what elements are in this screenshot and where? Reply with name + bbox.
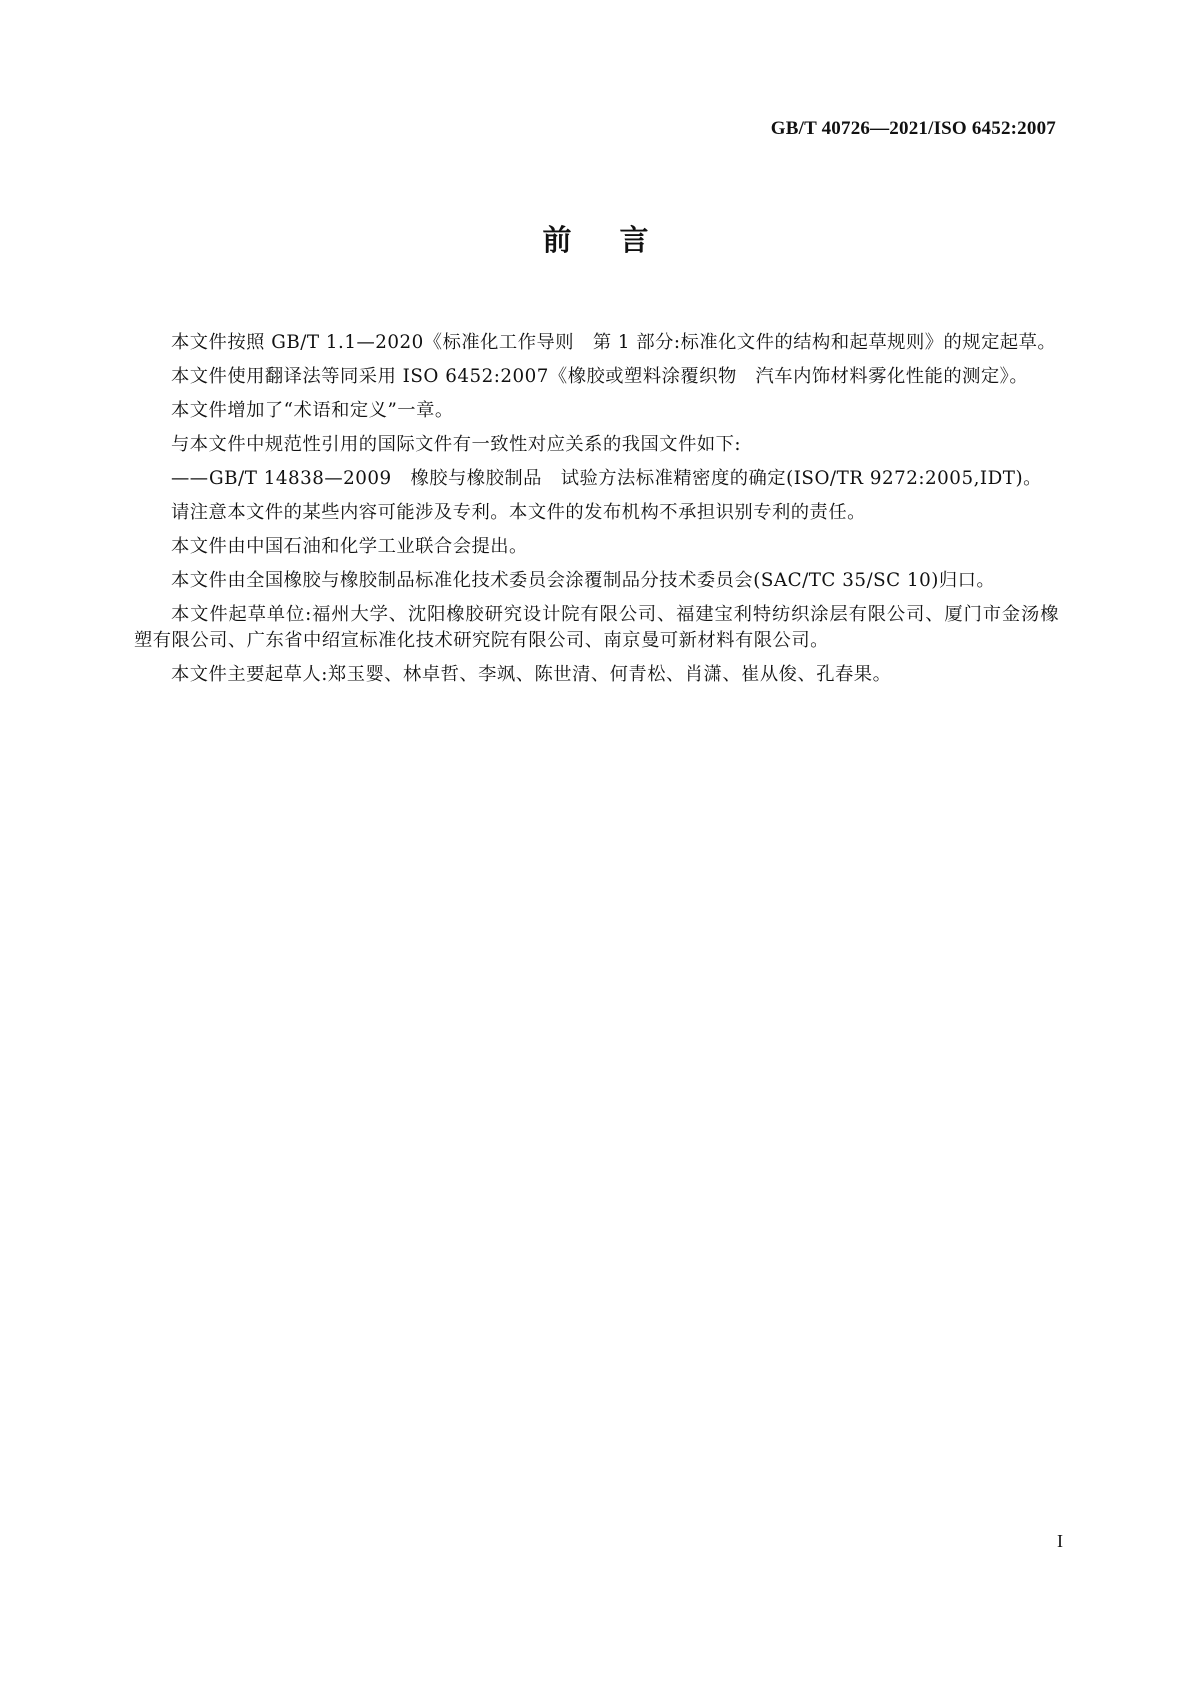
page-number: I: [1057, 1531, 1063, 1551]
paragraph-patent-notice: 请注意本文件的某些内容可能涉及专利。本文件的发布机构不承担识别专利的责任。: [171, 502, 866, 523]
foreword-body: [134, 330, 1059, 696]
paragraph-terms-added: 本文件增加了“术语和定义”一章。: [171, 400, 454, 421]
paragraph-corresponding-documents: 与本文件中规范性引用的国际文件有一致性对应关系的我国文件如下:: [171, 434, 742, 455]
list-item: [134, 466, 1059, 492]
list-dash: ——: [171, 468, 209, 489]
paragraph-drafting-rules: 本文件按照 GB/T 1.1—2020《标准化工作导则 第 1 部分:标准化文件的结构和起草规则》的规定起草。: [171, 332, 1057, 353]
paragraph-drafters: 本文件主要起草人:郑玉婴、林卓哲、李飒、陈世清、何青松、肖潇、崔从俊、孔春果。: [171, 664, 892, 685]
paragraph-proposed-by: 本文件由中国石油和化学工业联合会提出。: [171, 536, 528, 557]
standard-code-header: GB/T 40726—2021/ISO 6452:2007: [770, 118, 1056, 139]
paragraph-drafting-organizations: 本文件起草单位:福州大学、沈阳橡胶研究设计院有限公司、福建宝利特纺织涂层有限公司、厦门市金汤橡塑有限公司、广东省中绍宣标准化技术研究院有限公司、南京曼可新材料有限公司。: [134, 604, 1059, 651]
page-title: 前言: [542, 223, 697, 257]
paragraph-administered-by: 本文件由全国橡胶与橡胶制品标准化技术委员会涂覆制品分技术委员会(SAC/TC 35/SC 10)归口。: [171, 570, 996, 591]
list-item-text: GB/T 14838—2009 橡胶与橡胶制品 试验方法标准精密度的确定(ISO/TR 9272:2005,IDT)。: [209, 468, 1042, 489]
paragraph-translation-method: 本文件使用翻译法等同采用 ISO 6452:2007《橡胶或塑料涂覆织物 汽车内饰材料雾化性能的测定》。: [171, 366, 1029, 387]
